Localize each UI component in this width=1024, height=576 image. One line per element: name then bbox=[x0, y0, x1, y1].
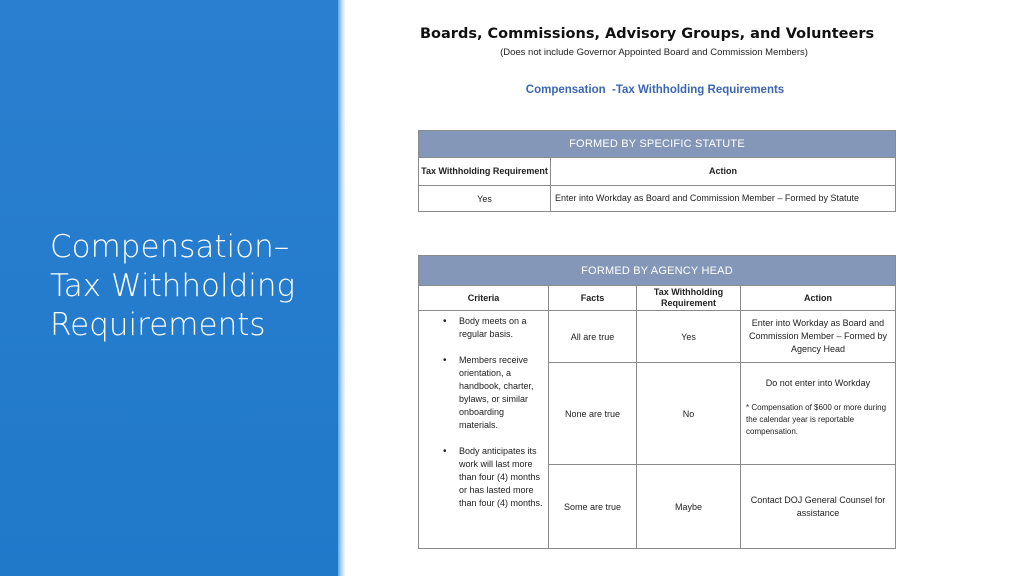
footnote: * Compensation of $600 or more during the calendar year is reportable compensation. bbox=[746, 403, 887, 436]
action-text: Do not enter into Workday bbox=[765, 378, 871, 388]
slide-title-line: Requirements bbox=[50, 307, 266, 343]
panel-divider bbox=[338, 0, 345, 576]
agency-head-table bbox=[418, 255, 896, 549]
agency-table-header: FORMED BY AGENCY HEAD bbox=[419, 256, 896, 286]
column-header: Tax Withholding Requirement bbox=[419, 158, 551, 186]
document-title: Boards, Commissions, Advisory Groups, and Volunteers bbox=[420, 26, 875, 42]
table-cell: Yes bbox=[419, 186, 551, 212]
slide-title bbox=[50, 228, 330, 345]
criteria-cell bbox=[419, 311, 549, 549]
table-cell: Enter into Workday as Board and Commission Member – Formed by Agency Head bbox=[741, 311, 896, 363]
criteria-list bbox=[427, 315, 544, 510]
list-item: • Body anticipates its work will last more than four (4) months or has lasted more than four (4) months. bbox=[427, 445, 544, 510]
document-subtitle: (Does not include Governor Appointed Board and Commission Members) bbox=[500, 47, 808, 58]
table-cell: Enter into Workday as Board and Commission Member – Formed by Statute bbox=[551, 186, 896, 212]
list-item: • Body meets on a regular basis. bbox=[427, 315, 544, 341]
slide-title-line: Compensation– bbox=[50, 229, 290, 265]
document-section-heading: Compensation -Tax Withholding Requirements bbox=[525, 84, 785, 96]
table-cell: Contact DOJ General Counsel for assistance bbox=[741, 465, 896, 549]
table-cell: All are true bbox=[549, 311, 637, 363]
table-cell: Some are true bbox=[549, 465, 637, 549]
list-item: • Members receive orientation, a handbook, charter, bylaws, or similar onboarding materials. bbox=[427, 354, 544, 432]
column-header: Action bbox=[551, 158, 896, 186]
table-cell: Maybe bbox=[637, 465, 741, 549]
statute-table-header: FORMED BY SPECIFIC STATUTE bbox=[419, 131, 896, 158]
table-cell: Yes bbox=[637, 311, 741, 363]
column-header: Facts bbox=[549, 286, 637, 311]
column-header: Action bbox=[741, 286, 896, 311]
column-header: Criteria bbox=[419, 286, 549, 311]
statute-table bbox=[418, 130, 896, 212]
column-header: Tax Withholding Requirement bbox=[637, 286, 741, 311]
table-cell bbox=[741, 363, 896, 465]
slide-title-line: Tax Withholding bbox=[50, 268, 296, 304]
table-cell: No bbox=[637, 363, 741, 465]
table-cell: None are true bbox=[549, 363, 637, 465]
